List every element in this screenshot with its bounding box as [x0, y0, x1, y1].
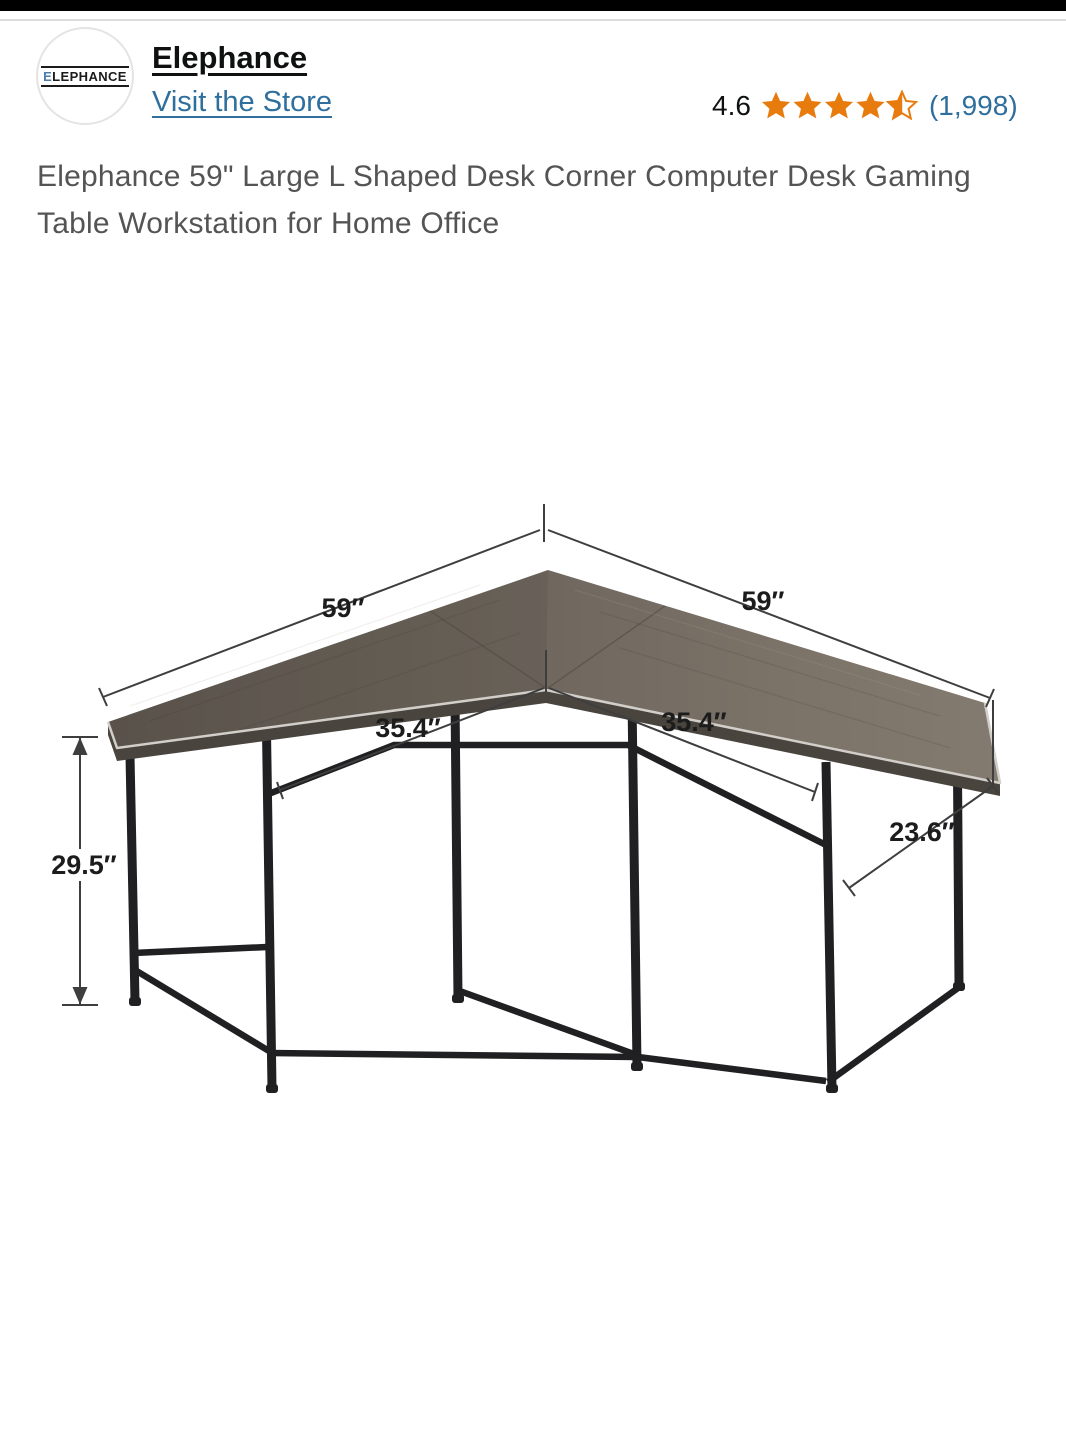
brand-logo-text: ELEPHANCE	[41, 66, 129, 87]
brand-logo[interactable]	[36, 27, 134, 125]
product-image[interactable]	[0, 300, 1066, 1440]
status-bar	[0, 0, 1066, 11]
desk-illustration	[0, 300, 1066, 1440]
rating-count-link[interactable]: (1,998)	[928, 90, 1018, 121]
dimension-label-left-inner-depth: 35.4″	[375, 713, 441, 743]
dimension-label-left-width: 59″	[321, 593, 365, 623]
star-full-icon	[762, 92, 885, 119]
product-title: Elephance 59" Large L Shaped Desk Corner Computer Desk Gaming Table Workstation for Home Office	[37, 160, 971, 240]
rating-row[interactable]	[712, 90, 1018, 121]
dimension-label-right-depth: 23.6″	[889, 817, 955, 847]
star-half-icon	[888, 92, 916, 119]
dimension-label-right-inner-depth: 35.4″	[661, 707, 727, 737]
header-divider	[0, 19, 1066, 21]
dimension-label-right-width: 59″	[741, 586, 785, 616]
desktop-surface	[108, 570, 1000, 783]
brand-name-link[interactable]: Elephance	[152, 40, 308, 75]
dimension-label-height: 29.5″	[51, 850, 117, 880]
visit-store-link[interactable]: Visit the Store	[152, 86, 333, 118]
rating-score: 4.6	[712, 90, 751, 121]
rating-stars-icon[interactable]	[761, 90, 919, 121]
